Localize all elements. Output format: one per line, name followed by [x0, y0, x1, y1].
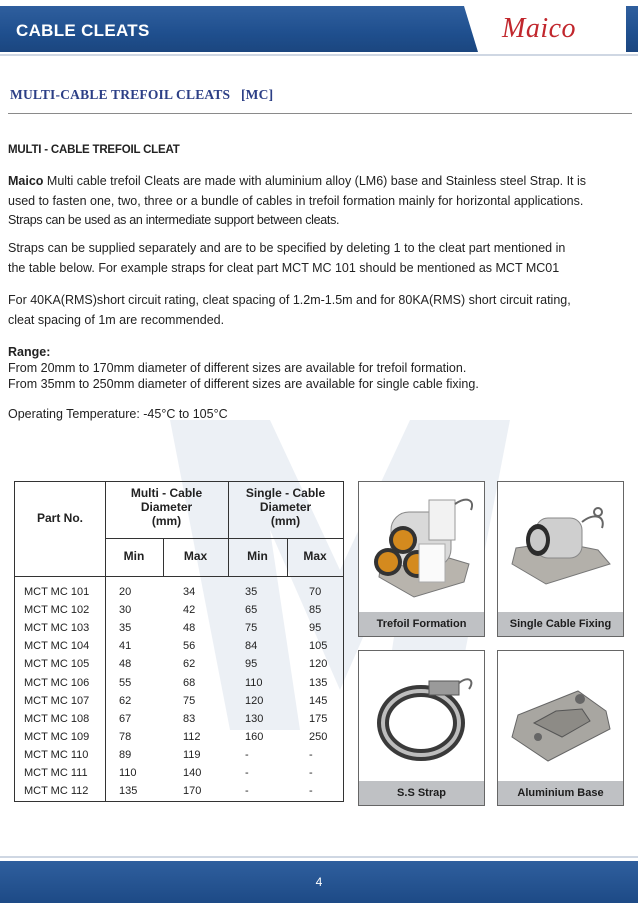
- paragraph-intro-line-3: Straps can be used as an intermediate support between cleats.: [8, 213, 340, 227]
- diameter-cell: 56: [183, 640, 196, 653]
- strap-icon: [359, 651, 484, 781]
- header-single-min: Min: [247, 549, 268, 563]
- brand-name: Maico: [8, 174, 44, 188]
- diameter-cell: 55: [119, 676, 132, 689]
- part-number-cell: MCT MC 102: [24, 604, 90, 617]
- trefoil-cleat-icon: [359, 482, 484, 612]
- paragraph-straps: Straps can be supplied separately and are to be specified by deleting 1 to the cleat part mentioned in the table below. For example straps for cleat part MCT MC 101 should be mentioned as MCT MC01: [8, 241, 566, 275]
- diameter-cell: 78: [119, 730, 132, 743]
- diameter-cell: 250: [309, 730, 328, 743]
- diameter-cell: 75: [183, 694, 196, 707]
- part-number-cell: MCT MC 110: [24, 748, 89, 761]
- caption-base: Aluminium Base: [498, 781, 623, 805]
- diameter-cell: 145: [309, 694, 328, 707]
- logo-box: [478, 6, 626, 52]
- photo-trefoil-formation: [358, 481, 485, 637]
- table-divider: [105, 482, 106, 801]
- diameter-cell: 42: [183, 604, 196, 617]
- paragraph-intro-line-1: Maico Multi cable trefoil Cleats are made with aluminium alloy (LM6) base and Stainless steel Strap. It is: [8, 174, 587, 188]
- aluminium-base-icon: [498, 651, 623, 781]
- diameter-cell: 20: [119, 586, 132, 598]
- photo-aluminium-base: [497, 650, 624, 806]
- diameter-cell: -: [309, 748, 313, 761]
- diameter-cell: 85: [309, 604, 322, 617]
- diameter-cell: 175: [309, 712, 328, 725]
- table-divider: [105, 538, 343, 539]
- range-label: Range:: [8, 345, 51, 359]
- part-number-cell: MCT MC 104: [24, 640, 90, 653]
- diameter-cell: -: [245, 785, 249, 798]
- header-multi-min: Min: [123, 549, 145, 563]
- range-line-1: From 20mm to 170mm diameter of different sizes are available for trefoil formation.: [8, 361, 467, 375]
- part-number-cell: MCT MC 103: [24, 622, 90, 635]
- part-number-cell: MCT MC 105: [24, 658, 90, 671]
- part-number-cell: MCT MC 101: [24, 586, 90, 598]
- diameter-cell: 160: [245, 730, 264, 743]
- diameter-cell: 48: [183, 622, 196, 635]
- part-number-cell: MCT MC 108: [24, 712, 90, 725]
- diameter-cell: 75: [245, 622, 258, 635]
- operating-temperature: Operating Temperature: -45°C to 105°C: [8, 407, 228, 421]
- diameter-cell: 70: [309, 586, 322, 598]
- diameter-cell: 62: [183, 658, 196, 671]
- caption-trefoil: Trefoil Formation: [359, 612, 484, 636]
- photo-single-cable-fixing: [497, 481, 624, 637]
- part-number-cell: MCT MC 107: [24, 694, 90, 707]
- diameter-cell: 105: [309, 640, 328, 653]
- header-single-cable: Single - Cable Diameter (mm): [245, 486, 326, 528]
- part-number-cell: MCT MC 112: [24, 785, 89, 798]
- diameter-cell: 34: [183, 586, 196, 598]
- diameter-cell: 68: [183, 676, 196, 689]
- diameter-cell: 120: [245, 694, 264, 707]
- diameter-cell: -: [245, 748, 249, 761]
- part-number-cell: MCT MC 111: [24, 767, 88, 779]
- table-divider: [15, 576, 343, 577]
- diameter-cell: 35: [245, 586, 258, 598]
- diameter-cell: 135: [309, 676, 328, 689]
- diameter-cell: 62: [119, 694, 132, 707]
- header-part-no: Part No.: [36, 511, 83, 525]
- single-cable-cleat-icon: [498, 482, 623, 612]
- diameter-cell: -: [245, 767, 249, 779]
- diameter-cell: -: [309, 767, 313, 779]
- caption-single: Single Cable Fixing: [498, 612, 623, 636]
- part-number-cell: MCT MC 106: [24, 676, 90, 689]
- paragraph-intro-line-2: used to fasten one, two, three or a bundle of cables in trefoil formation mainly for horizontal applications.: [8, 193, 584, 208]
- diameter-cell: 110: [119, 767, 137, 779]
- header-title: CABLE CLEATS: [16, 21, 150, 40]
- range-line-2: From 35mm to 250mm diameter of different sizes are available for single cable fixing.: [8, 377, 479, 391]
- header-single-max: Max: [303, 549, 327, 563]
- range-block: [8, 344, 630, 392]
- diameter-cell: 120: [309, 658, 328, 671]
- page-header: [0, 0, 638, 62]
- paragraph-spacing: For 40KA(RMS)short circuit rating, cleat spacing of 1.2m-1.5m and for 80KA(RMS) short circuit rating, cleat spacing of 1m are recommended.: [8, 293, 571, 327]
- diameter-cell: 84: [245, 640, 258, 653]
- section-divider: [8, 113, 632, 114]
- header-multi-max: Max: [183, 549, 208, 563]
- photo-ss-strap: [358, 650, 485, 806]
- diameter-cell: 119: [183, 748, 201, 761]
- diameter-cell: 135: [119, 785, 138, 798]
- diameter-cell: 83: [183, 712, 196, 725]
- diameter-cell: 41: [119, 640, 132, 653]
- part-table: [14, 481, 344, 802]
- diameter-cell: 35: [119, 622, 132, 635]
- subheading: MULTI - CABLE TREFOIL CLEAT: [8, 144, 180, 156]
- diameter-cell: -: [309, 785, 313, 798]
- maico-logo: Maico: [502, 13, 577, 44]
- diameter-cell: 48: [119, 658, 132, 671]
- header-divider: [0, 54, 638, 56]
- diameter-cell: 112: [183, 730, 201, 743]
- diameter-cell: 65: [245, 604, 258, 617]
- diameter-cell: 30: [119, 604, 132, 617]
- diameter-cell: 67: [119, 712, 132, 725]
- page-number: 4: [315, 875, 323, 889]
- diameter-cell: 95: [245, 658, 258, 671]
- paragraph-intro: [8, 172, 630, 231]
- caption-strap: S.S Strap: [359, 781, 484, 805]
- section-title: MULTI-CABLE TREFOIL CLEATS [MC]: [10, 87, 274, 102]
- diameter-cell: 130: [245, 712, 264, 725]
- part-number-cell: MCT MC 109: [24, 730, 90, 743]
- diameter-cell: 89: [119, 748, 132, 761]
- diameter-cell: 95: [309, 622, 322, 635]
- footer-divider: [0, 856, 638, 858]
- diameter-cell: 110: [245, 676, 263, 689]
- diameter-cell: 140: [183, 767, 202, 779]
- header-multi-cable: Multi - Cable Diameter (mm): [130, 486, 203, 528]
- diameter-cell: 170: [183, 785, 202, 798]
